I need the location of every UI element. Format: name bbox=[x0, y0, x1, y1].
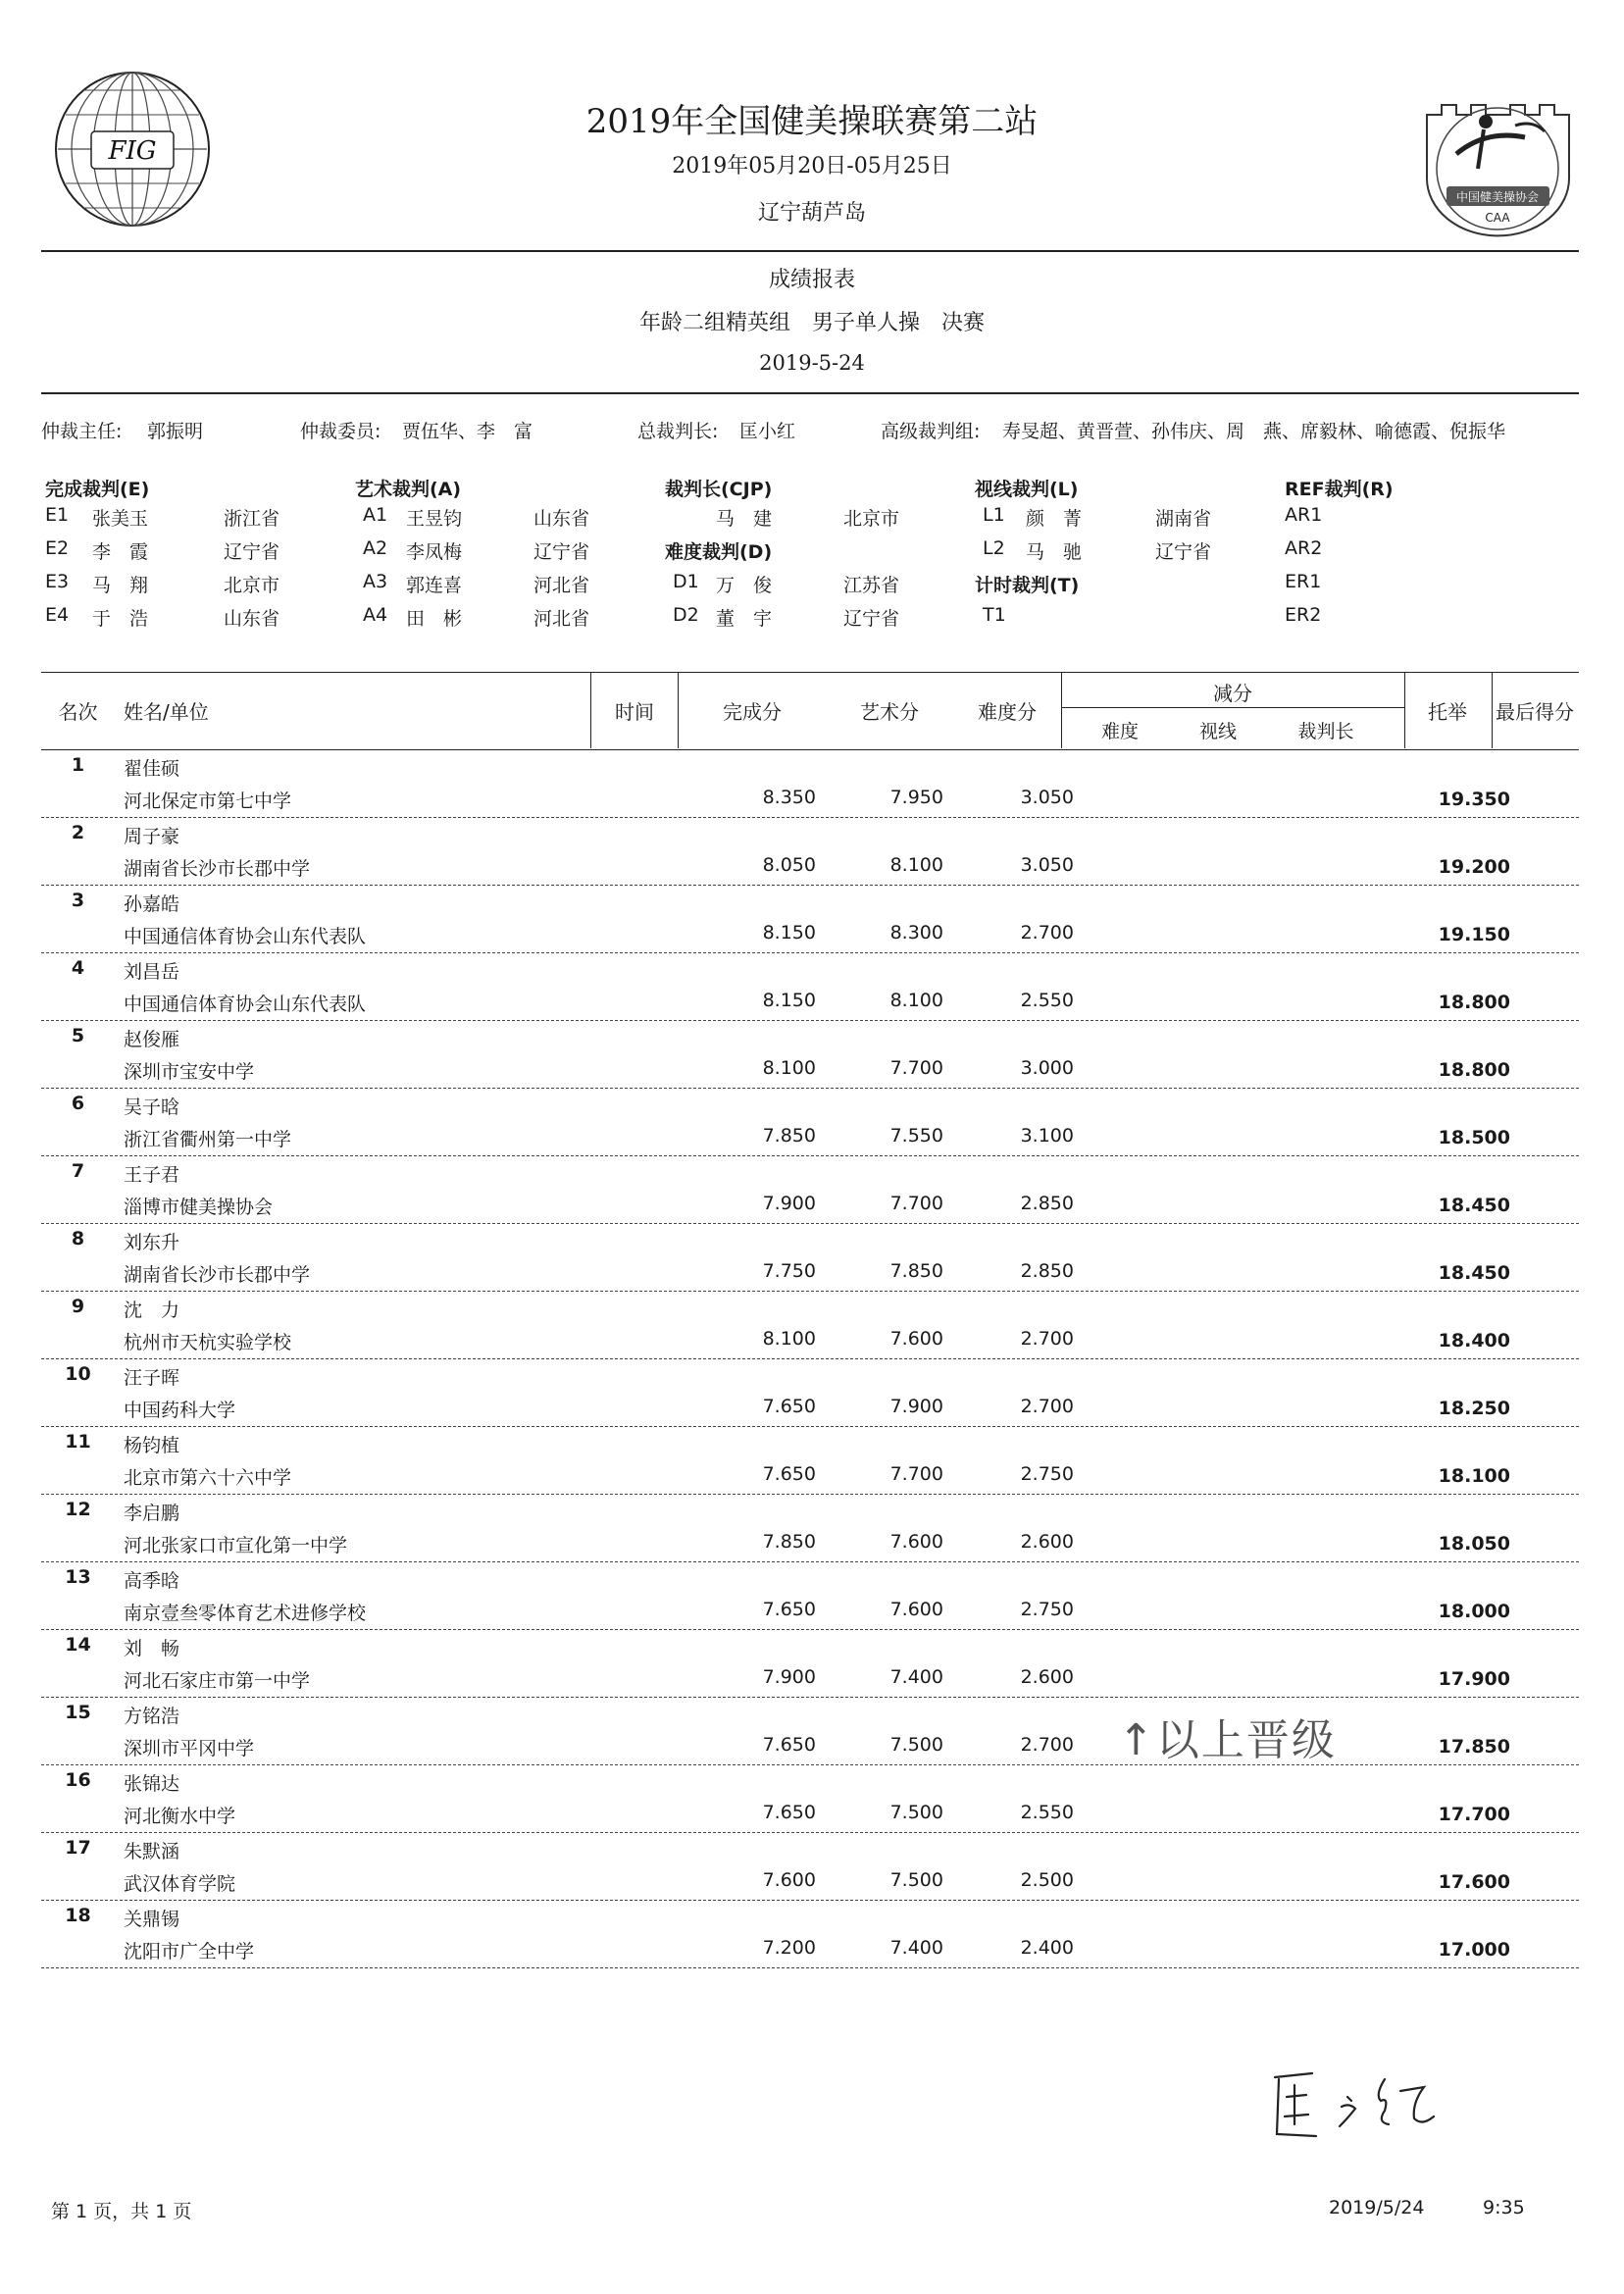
header-ded-difficulty: 难度 bbox=[1100, 721, 1139, 742]
difficulty-score: 2.600 bbox=[1020, 1531, 1074, 1553]
execution-score: 8.150 bbox=[762, 922, 816, 943]
judge-province: 湖南省 bbox=[1155, 508, 1212, 530]
judge-code: ER1 bbox=[1285, 571, 1322, 592]
table-row bbox=[41, 818, 1579, 886]
execution-score: 7.650 bbox=[762, 1396, 816, 1417]
execution-score: 7.650 bbox=[762, 1802, 816, 1823]
athlete-unit: 深圳市宝安中学 bbox=[124, 1061, 255, 1083]
table-row bbox=[41, 886, 1579, 953]
rank-cell: 14 bbox=[65, 1634, 91, 1656]
execution-panel bbox=[45, 475, 339, 637]
judge-row bbox=[665, 571, 959, 604]
athlete-unit: 河北张家口市宣化第一中学 bbox=[124, 1535, 348, 1556]
artistry-score: 7.600 bbox=[889, 1599, 943, 1620]
difficulty-score: 3.100 bbox=[1020, 1125, 1074, 1147]
header-ded-cjp: 裁判长 bbox=[1297, 721, 1354, 742]
athlete-unit: 湖南省长沙市长郡中学 bbox=[124, 858, 311, 880]
athlete-unit: 中国通信体育协会山东代表队 bbox=[124, 926, 367, 947]
athlete-name: 翟佳硕 bbox=[124, 758, 180, 780]
table-row bbox=[41, 1021, 1579, 1089]
judge-name: 王昱钧 bbox=[406, 508, 463, 530]
table-row bbox=[41, 750, 1579, 818]
athlete-name: 赵俊雁 bbox=[124, 1029, 180, 1050]
table-row bbox=[41, 1765, 1579, 1833]
difficulty-panel-label: 难度裁判(D) bbox=[665, 541, 773, 563]
judge-row bbox=[975, 537, 1269, 571]
line-panel-label: 视线裁判(L) bbox=[975, 479, 1079, 500]
judge-row bbox=[45, 504, 339, 537]
table-row bbox=[41, 1089, 1579, 1156]
difficulty-score: 2.550 bbox=[1020, 1802, 1074, 1823]
difficulty-score: 2.700 bbox=[1020, 922, 1074, 943]
final-score: 17.850 bbox=[1438, 1736, 1510, 1758]
artistry-score: 7.500 bbox=[889, 1869, 943, 1891]
table-row bbox=[41, 953, 1579, 1021]
final-score: 18.250 bbox=[1438, 1398, 1510, 1419]
rank-cell: 17 bbox=[65, 1837, 91, 1859]
rank-cell: 13 bbox=[65, 1566, 91, 1588]
judge-name: 张美玉 bbox=[92, 508, 149, 530]
athlete-name: 刘东升 bbox=[124, 1232, 180, 1253]
execution-score: 7.900 bbox=[762, 1666, 816, 1688]
judge-row bbox=[45, 571, 339, 604]
table-row bbox=[41, 1562, 1579, 1630]
rank-cell: 15 bbox=[65, 1702, 91, 1723]
judge-row bbox=[355, 504, 649, 537]
athlete-name: 刘昌岳 bbox=[124, 961, 180, 983]
difficulty-score: 3.050 bbox=[1020, 854, 1074, 876]
caa-logo-sub: CAA bbox=[1485, 211, 1510, 225]
final-score: 18.800 bbox=[1438, 992, 1510, 1013]
athlete-unit: 深圳市平冈中学 bbox=[124, 1738, 255, 1759]
artistry-score: 8.300 bbox=[889, 922, 943, 943]
line-time-panel bbox=[975, 475, 1269, 637]
athlete-name: 方铭浩 bbox=[124, 1706, 180, 1727]
cjp-difficulty-panel bbox=[665, 475, 959, 637]
competition-title: 2019年全国健美操联赛第二站 bbox=[585, 102, 1039, 141]
row-divider bbox=[41, 1967, 1579, 1968]
officials-line bbox=[0, 417, 1624, 446]
judge-name: 于 浩 bbox=[92, 608, 149, 630]
judge-code: E1 bbox=[45, 504, 70, 526]
execution-score: 8.100 bbox=[762, 1057, 816, 1079]
final-score: 18.400 bbox=[1438, 1330, 1510, 1351]
final-score: 18.000 bbox=[1438, 1601, 1510, 1622]
judge-row bbox=[45, 604, 339, 637]
judge-code: A4 bbox=[363, 604, 388, 626]
rank-cell: 4 bbox=[71, 957, 85, 979]
execution-score: 8.350 bbox=[762, 787, 816, 808]
athlete-name: 李启鹏 bbox=[124, 1503, 180, 1524]
artistry-score: 7.550 bbox=[889, 1125, 943, 1147]
execution-panel-label: 完成裁判(E) bbox=[45, 479, 150, 500]
table-row bbox=[41, 1698, 1579, 1765]
judge-province: 山东省 bbox=[224, 608, 280, 630]
judge-province: 浙江省 bbox=[224, 508, 280, 530]
athlete-name: 刘 畅 bbox=[124, 1638, 180, 1659]
execution-score: 8.050 bbox=[762, 854, 816, 876]
judge-name: 田 彬 bbox=[406, 608, 463, 630]
difficulty-score: 2.700 bbox=[1020, 1396, 1074, 1417]
competition-dates: 2019年05月20日-05月25日 bbox=[672, 154, 952, 178]
handwritten-signature bbox=[1265, 2058, 1461, 2146]
header-ded-line: 视线 bbox=[1198, 721, 1237, 742]
athlete-unit: 河北石家庄市第一中学 bbox=[124, 1670, 311, 1692]
judge-row bbox=[1285, 504, 1481, 537]
jury-chief-label: 仲裁主任: bbox=[41, 421, 123, 442]
rank-cell: 16 bbox=[65, 1769, 91, 1791]
athlete-unit: 中国药科大学 bbox=[124, 1400, 236, 1421]
final-score: 17.900 bbox=[1438, 1668, 1510, 1690]
table-row bbox=[41, 1495, 1579, 1562]
judge-code: T1 bbox=[983, 604, 1006, 626]
artistry-score: 7.700 bbox=[889, 1463, 943, 1485]
report-date: 2019-5-24 bbox=[759, 351, 865, 375]
final-score: 19.150 bbox=[1438, 924, 1510, 945]
athlete-unit: 南京壹叁零体育艺术进修学校 bbox=[124, 1603, 367, 1624]
final-score: 19.200 bbox=[1438, 856, 1510, 878]
athlete-name: 杨钧植 bbox=[124, 1435, 180, 1456]
header-time: 时间 bbox=[615, 700, 654, 724]
judge-province: 山东省 bbox=[533, 508, 590, 530]
judge-row bbox=[1285, 571, 1481, 604]
judge-province: 河北省 bbox=[533, 575, 590, 596]
judge-code: AR2 bbox=[1285, 537, 1323, 559]
artistry-score: 8.100 bbox=[889, 854, 943, 876]
time-panel-label: 计时裁判(T) bbox=[975, 575, 1080, 596]
execution-score: 7.900 bbox=[762, 1193, 816, 1214]
advance-note: ↑以上晋级 bbox=[1118, 1715, 1337, 1765]
judge-code: E3 bbox=[45, 571, 70, 592]
header-divider bbox=[41, 250, 1579, 252]
artistry-score: 8.100 bbox=[889, 990, 943, 1011]
final-score: 17.000 bbox=[1438, 1939, 1510, 1961]
execution-score: 7.650 bbox=[762, 1463, 816, 1485]
athlete-name: 周子豪 bbox=[124, 826, 180, 847]
header-difficulty: 难度分 bbox=[978, 700, 1037, 724]
rank-cell: 11 bbox=[65, 1431, 91, 1453]
difficulty-score: 2.500 bbox=[1020, 1869, 1074, 1891]
athlete-unit: 浙江省衢州第一中学 bbox=[124, 1129, 292, 1150]
artistry-score: 7.900 bbox=[889, 1396, 943, 1417]
table-row bbox=[41, 1359, 1579, 1427]
judge-name: 马 翔 bbox=[92, 575, 149, 596]
head-judge-name: 匡小红 bbox=[739, 421, 796, 442]
execution-score: 7.650 bbox=[762, 1734, 816, 1756]
artistry-score: 7.500 bbox=[889, 1734, 943, 1756]
table-row bbox=[41, 1901, 1579, 1968]
artistry-panel-label: 艺术裁判(A) bbox=[355, 479, 462, 500]
difficulty-score: 2.550 bbox=[1020, 990, 1074, 1011]
judge-row bbox=[355, 604, 649, 637]
final-score: 18.050 bbox=[1438, 1533, 1510, 1555]
judge-row bbox=[1285, 537, 1481, 571]
rank-cell: 5 bbox=[71, 1025, 85, 1046]
difficulty-score: 3.000 bbox=[1020, 1057, 1074, 1079]
judge-code: A1 bbox=[363, 504, 388, 526]
judge-province: 河北省 bbox=[533, 608, 590, 630]
difficulty-score: 2.400 bbox=[1020, 1937, 1074, 1959]
difficulty-score: 2.700 bbox=[1020, 1328, 1074, 1350]
judge-row bbox=[355, 571, 649, 604]
athlete-name: 关鼎锡 bbox=[124, 1909, 180, 1930]
final-score: 17.600 bbox=[1438, 1871, 1510, 1893]
report-divider bbox=[41, 392, 1579, 394]
artistry-score: 7.600 bbox=[889, 1531, 943, 1553]
judge-code: A2 bbox=[363, 537, 388, 559]
report-event: 年龄二组精英组 男子单人操 决赛 bbox=[638, 311, 985, 335]
rank-cell: 18 bbox=[65, 1905, 91, 1926]
judge-name: 李凤梅 bbox=[406, 541, 463, 563]
athlete-unit: 河北保定市第七中学 bbox=[124, 790, 292, 812]
athlete-unit: 杭州市天杭实验学校 bbox=[124, 1332, 292, 1353]
difficulty-score: 2.700 bbox=[1020, 1734, 1074, 1756]
judge-name: 董 宇 bbox=[716, 608, 773, 630]
judge-province: 辽宁省 bbox=[1155, 541, 1212, 563]
judge-name: 马 建 bbox=[716, 508, 773, 530]
artistry-score: 7.500 bbox=[889, 1802, 943, 1823]
artistry-score: 7.400 bbox=[889, 1666, 943, 1688]
athlete-unit: 武汉体育学院 bbox=[124, 1873, 236, 1895]
ref-panel-label: REF裁判(R) bbox=[1285, 479, 1394, 500]
table-row bbox=[41, 1224, 1579, 1292]
artistry-score: 7.700 bbox=[889, 1193, 943, 1214]
ref-panel bbox=[1285, 475, 1481, 637]
judge-code: L2 bbox=[983, 537, 1005, 559]
jury-committee-names: 贾伍华、李 富 bbox=[402, 421, 533, 442]
artistry-panel bbox=[355, 475, 649, 637]
judge-province: 北京市 bbox=[843, 508, 900, 530]
final-score: 18.800 bbox=[1438, 1059, 1510, 1081]
senior-panel-names: 寿旻超、黄晋萱、孙伟庆、周 燕、席毅林、喻德霞、倪振华 bbox=[1002, 421, 1506, 442]
table-row bbox=[41, 1630, 1579, 1698]
rank-cell: 6 bbox=[71, 1093, 85, 1114]
execution-score: 7.600 bbox=[762, 1869, 816, 1891]
final-score: 18.500 bbox=[1438, 1127, 1510, 1148]
rank-cell: 3 bbox=[71, 890, 85, 911]
page-number: 第 1 页，共 1 页 bbox=[51, 2201, 192, 2222]
judge-row bbox=[665, 604, 959, 637]
athlete-name: 高季晗 bbox=[124, 1570, 180, 1592]
jury-committee-label: 仲裁委员: bbox=[300, 421, 381, 442]
execution-score: 7.850 bbox=[762, 1531, 816, 1553]
final-score: 17.700 bbox=[1438, 1804, 1510, 1825]
judge-province: 江苏省 bbox=[843, 575, 900, 596]
difficulty-score: 2.600 bbox=[1020, 1666, 1074, 1688]
print-date: 2019/5/24 bbox=[1329, 2197, 1425, 2218]
judge-row bbox=[1285, 604, 1481, 637]
judge-code: D2 bbox=[673, 604, 699, 626]
rank-cell: 8 bbox=[71, 1228, 85, 1249]
judge-name: 郭连喜 bbox=[406, 575, 463, 596]
header-deductions: 减分 bbox=[1213, 682, 1252, 705]
athlete-unit: 湖南省长沙市长郡中学 bbox=[124, 1264, 311, 1286]
judge-code: ER2 bbox=[1285, 604, 1322, 626]
judge-province: 辽宁省 bbox=[224, 541, 280, 563]
execution-score: 8.100 bbox=[762, 1328, 816, 1350]
artistry-score: 7.400 bbox=[889, 1937, 943, 1959]
header-rank: 名次 bbox=[58, 700, 98, 724]
jury-chief-name: 郭振明 bbox=[147, 421, 204, 442]
judge-row bbox=[665, 504, 959, 537]
judge-code: A3 bbox=[363, 571, 388, 592]
header-lift: 托举 bbox=[1428, 700, 1467, 724]
judge-name: 颜 菁 bbox=[1026, 508, 1083, 530]
difficulty-score: 2.850 bbox=[1020, 1260, 1074, 1282]
athlete-unit: 沈阳市广全中学 bbox=[124, 1941, 255, 1963]
senior-panel-label: 高级裁判组: bbox=[881, 421, 981, 442]
print-time: 9:35 bbox=[1483, 2197, 1525, 2218]
athlete-name: 孙嘉皓 bbox=[124, 893, 180, 915]
judge-name: 马 驰 bbox=[1026, 541, 1083, 563]
judge-name: 李 霞 bbox=[92, 541, 149, 563]
execution-score: 8.150 bbox=[762, 990, 816, 1011]
head-judge-label: 总裁判长: bbox=[637, 421, 719, 442]
final-score: 18.450 bbox=[1438, 1195, 1510, 1216]
difficulty-score: 2.750 bbox=[1020, 1463, 1074, 1485]
judge-row bbox=[355, 537, 649, 571]
table-row bbox=[41, 1292, 1579, 1359]
table-row bbox=[41, 1427, 1579, 1495]
execution-score: 7.200 bbox=[762, 1937, 816, 1959]
athlete-name: 汪子晖 bbox=[124, 1367, 180, 1389]
final-score: 18.100 bbox=[1438, 1465, 1510, 1487]
execution-score: 7.650 bbox=[762, 1599, 816, 1620]
athlete-unit: 北京市第六十六中学 bbox=[124, 1467, 292, 1489]
judge-row bbox=[975, 604, 1269, 637]
difficulty-score: 2.750 bbox=[1020, 1599, 1074, 1620]
difficulty-score: 3.050 bbox=[1020, 787, 1074, 808]
execution-score: 7.750 bbox=[762, 1260, 816, 1282]
difficulty-score: 2.850 bbox=[1020, 1193, 1074, 1214]
judge-code: D1 bbox=[673, 571, 699, 592]
athlete-unit: 中国通信体育协会山东代表队 bbox=[124, 994, 367, 1015]
judge-code: AR1 bbox=[1285, 504, 1323, 526]
table-row bbox=[41, 1833, 1579, 1901]
athlete-name: 沈 力 bbox=[124, 1300, 180, 1321]
artistry-score: 7.700 bbox=[889, 1057, 943, 1079]
execution-score: 7.850 bbox=[762, 1125, 816, 1147]
report-title: 成绩报表 bbox=[768, 268, 855, 292]
athlete-name: 王子君 bbox=[124, 1164, 180, 1186]
judge-code: E4 bbox=[45, 604, 70, 626]
header-execution: 完成分 bbox=[723, 700, 782, 724]
header-artistry: 艺术分 bbox=[860, 700, 919, 724]
judge-province: 辽宁省 bbox=[533, 541, 590, 563]
judge-name: 万 俊 bbox=[716, 575, 773, 596]
rank-cell: 12 bbox=[65, 1499, 91, 1520]
rank-cell: 7 bbox=[71, 1160, 85, 1182]
header-name-unit: 姓名/单位 bbox=[124, 700, 209, 724]
competition-location: 辽宁葫芦岛 bbox=[757, 201, 866, 226]
final-score: 19.350 bbox=[1438, 789, 1510, 810]
header-final: 最后得分 bbox=[1496, 700, 1574, 724]
rank-cell: 1 bbox=[71, 754, 85, 776]
judge-row bbox=[975, 504, 1269, 537]
athlete-name: 张锦达 bbox=[124, 1773, 180, 1795]
artistry-score: 7.600 bbox=[889, 1328, 943, 1350]
judge-code: L1 bbox=[983, 504, 1005, 526]
athlete-unit: 河北衡水中学 bbox=[124, 1806, 236, 1827]
judge-code: E2 bbox=[45, 537, 70, 559]
table-row bbox=[41, 1156, 1579, 1224]
athlete-name: 吴子晗 bbox=[124, 1096, 180, 1118]
rank-cell: 9 bbox=[71, 1296, 85, 1317]
fig-logo-text: FIG bbox=[108, 136, 157, 166]
judge-province: 辽宁省 bbox=[843, 608, 900, 630]
cjp-panel-label: 裁判长(CJP) bbox=[665, 479, 773, 500]
athlete-unit: 淄博市健美操协会 bbox=[124, 1197, 274, 1218]
rank-cell: 10 bbox=[65, 1363, 91, 1385]
artistry-score: 7.850 bbox=[889, 1260, 943, 1282]
judge-province: 北京市 bbox=[224, 575, 280, 596]
caa-logo-text: 中国健美操协会 bbox=[1455, 190, 1540, 204]
rank-cell: 2 bbox=[71, 822, 85, 843]
judge-row bbox=[45, 537, 339, 571]
final-score: 18.450 bbox=[1438, 1262, 1510, 1284]
artistry-score: 7.950 bbox=[889, 787, 943, 808]
athlete-name: 朱默涵 bbox=[124, 1841, 180, 1862]
